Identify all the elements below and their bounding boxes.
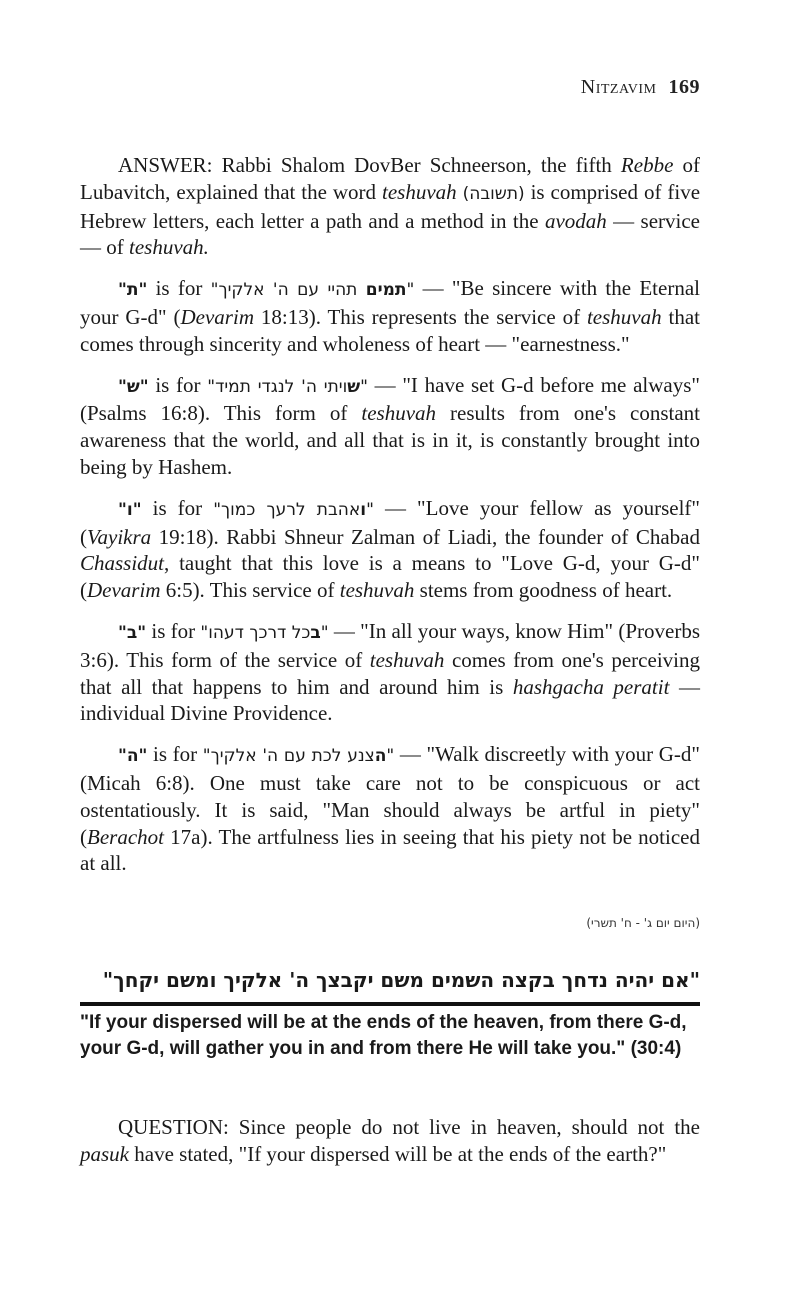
italic-term: teshuvah — [361, 401, 437, 426]
text-run: — service — of — [80, 208, 700, 260]
heading-rule — [80, 1002, 700, 1006]
italic-term: avodah — [544, 208, 607, 233]
italic-term: Devarim — [87, 578, 161, 603]
hebrew-letter — [118, 500, 142, 520]
text-run: — "I have set G-d before me always" (Psalms 16:8). This form of — [80, 372, 700, 426]
italic-term: hashgacha peratit — [512, 674, 670, 699]
text-run: that comes through sincerity and wholeness of heart — "earnestness." — [80, 304, 701, 356]
text-run: — "Be sincere with the Eternal your G-d" ( — [80, 276, 700, 329]
letter-vav-paragraph — [80, 495, 700, 604]
text-run: comes from one's perceiving that all that happens to him and around him is — [80, 647, 700, 699]
verse-bold: תמים — [365, 280, 407, 301]
italic-term: Rebbe — [620, 153, 674, 177]
italic-term: Vayikra — [87, 524, 152, 549]
text-run: is for — [148, 372, 208, 397]
letter-tav-paragraph — [80, 275, 700, 357]
page-number: 169 — [668, 76, 700, 98]
text-run: of Lubavitch, explained that the word — [80, 153, 701, 204]
text-run: is for — [147, 742, 203, 767]
italic-term: Berachot — [87, 824, 164, 849]
hebrew-verse: "ואהבת לרעך כמוך" — [213, 499, 374, 520]
italic-term: teshuvah — [339, 578, 415, 603]
letter-heh-paragraph — [80, 741, 700, 877]
hebrew-word: (תשובה) — [462, 183, 525, 204]
text-run: is comprised of five Hebrew letters, each letter a path and a method in the — [80, 179, 701, 233]
text-run: , taught that this love is a means to "Love G-d, your G-d" ( — [80, 551, 700, 603]
italic-term: teshuvah — [586, 304, 662, 329]
text-run: results from one's constant awareness that the world, and all that is in it, is constantly brought into being by Hashem. — [80, 401, 700, 479]
italic-term: Devarim — [180, 304, 254, 329]
hebrew-verse: "הצנע לכת עם ה' אלקיך" — [202, 746, 395, 767]
text-run: — "Love your fellow as yourself" ( — [80, 495, 700, 549]
letter: "ו" — [118, 499, 142, 520]
verse-bold: ב — [310, 622, 321, 643]
letter-bet-paragraph — [80, 618, 700, 727]
verse-rest: ויתי ה' לנגדי תמיד — [215, 376, 348, 397]
text-run: 19:18). Rabbi Shneur Zalman of Liadi, the founder of Chabad — [151, 524, 700, 549]
answer-section — [80, 152, 700, 891]
question-paragraph — [80, 1114, 700, 1168]
hebrew-letter — [118, 377, 149, 397]
text-run: — "Walk discreetly with your G-d" (Micah 6:8). One must take care not to be conspicuous or act ostentatiously. It is said, "Man should always be artful in piety" ( — [80, 742, 700, 849]
verse-rest: כל דרכך דעהו — [208, 622, 311, 643]
italic-term: pasuk — [80, 1141, 129, 1166]
verse-rest: אהבת לרעך כמוך — [221, 499, 361, 520]
text-run: — "In all your ways, know Him" (Proverbs 3:6). This form of the service of — [80, 618, 700, 672]
italic-term: teshuvah. — [129, 235, 209, 260]
text-run: 17a). The artfulness lies in seeing that his piety not be noticed at all. — [80, 824, 700, 876]
hebrew-verse: "שויתי ה' לנגדי תמיד" — [207, 376, 368, 397]
text-run: 18:13). This represents the service of — [253, 304, 587, 329]
letter: "ש" — [118, 376, 149, 397]
text-run: ANSWER: Rabbi Shalom DovBer Schneerson, the fifth — [118, 153, 621, 177]
letter: "ב" — [118, 622, 147, 643]
hebrew-letter — [118, 746, 147, 766]
verse-hebrew-heading: "אם יהיה נדחך בקצה השמים משם יקבצך ה' אלקיך ומשם יקחך" — [102, 968, 700, 992]
text-run: stems from goodness of heart. — [414, 578, 673, 603]
text-run: have stated, "If your dispersed will be at the ends of the earth?" — [129, 1141, 667, 1166]
section-title: Nitzavim — [580, 76, 657, 98]
source-dateline: (היום יום ג' - ח' תשרי) — [586, 916, 700, 930]
verse-bold: ה — [374, 746, 387, 767]
verse-bold: ש — [347, 376, 361, 397]
text-run: is for — [141, 495, 214, 520]
verse-bold: ו — [360, 499, 367, 520]
text-run: is for — [147, 276, 211, 301]
text-run: — individual Divine Providence. — [80, 674, 700, 726]
letter-shin-paragraph — [80, 372, 700, 481]
hebrew-verse: "תמים תהיי עם ה' אלקיך" — [210, 280, 415, 301]
text-run: 6:5). This service of — [160, 578, 340, 603]
hebrew-letter — [118, 280, 147, 300]
hebrew-verse: "בכל דרכך דעהו" — [200, 622, 329, 643]
verse-rest: צנע לכת עם ה' אלקיך — [210, 746, 375, 767]
verse-english-heading: "If your dispersed will be at the ends of the heaven, from there G-d, your G-d, will gather you in and from there He will take you." (30:4) — [80, 1012, 687, 1059]
italic-term: teshuvah — [382, 179, 457, 204]
hebrew-letter — [118, 623, 146, 643]
verse-rest: תהיי עם ה' אלקיך — [218, 280, 366, 301]
italic-term: Chassidut — [80, 551, 165, 576]
answer-intro-paragraph — [80, 152, 700, 261]
text-run: is for — [146, 618, 201, 643]
letter: "ה" — [118, 746, 148, 767]
letter: "ת" — [118, 280, 148, 301]
italic-term: teshuvah — [369, 647, 445, 672]
text-run: QUESTION: Since people do not live in heaven, should not the — [118, 1115, 700, 1139]
running-head — [581, 76, 700, 99]
